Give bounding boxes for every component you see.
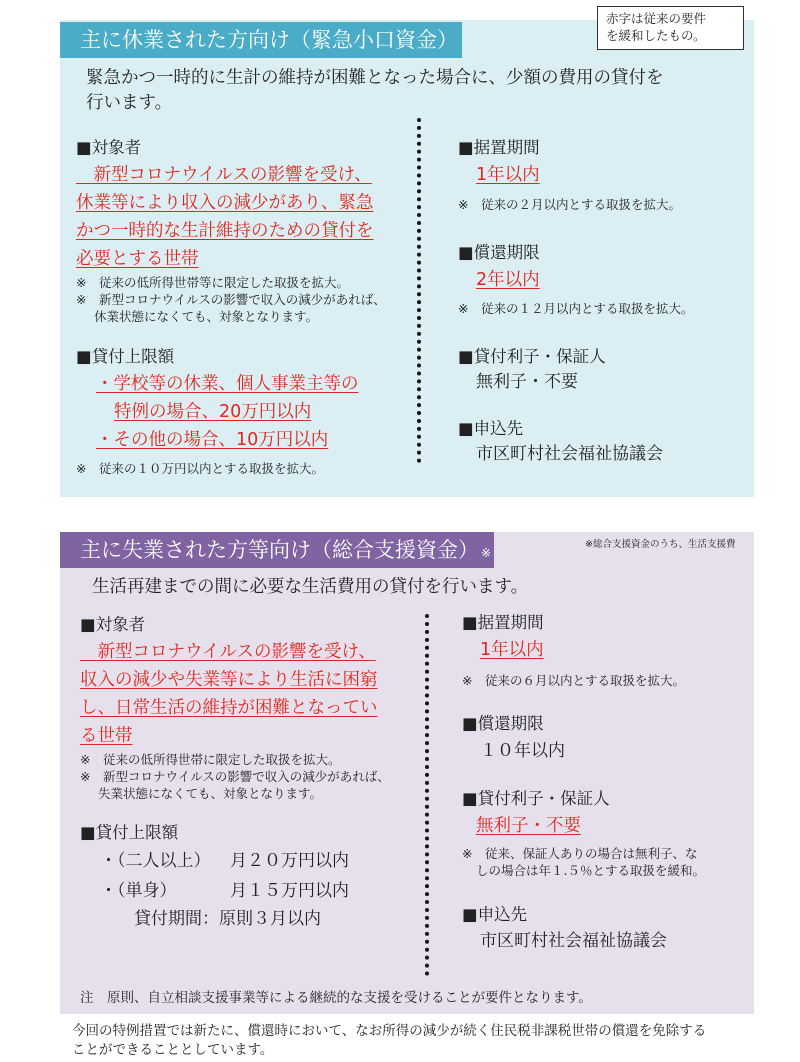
section2-divider <box>425 614 429 976</box>
section1-limit-heading: ■貸付上限額 <box>76 347 175 366</box>
section1-apply-value: 市区町村社会福祉協議会 <box>476 444 663 464</box>
section1-target-notes <box>76 274 386 325</box>
section2-limit-row1-label: ・（二人以上） <box>100 851 211 871</box>
section2-repayment-heading: ■償還期限 <box>462 714 544 733</box>
section1-target-heading: ■対象者 <box>76 138 142 157</box>
section1-deferral-heading: ■据置期間 <box>458 138 540 157</box>
section2-target-line: し、日常生活の維持が困難となってい <box>80 698 378 718</box>
section1-lead-line1: 緊急かつ一時的に生計の維持が困難となった場合に、少額の費用の貸付を <box>86 68 664 88</box>
section2-limit-heading: ■貸付上限額 <box>80 823 179 842</box>
section1-limit-line: ・その他の場合、10万円以内 <box>96 430 329 450</box>
section2-repayment-value: １０年以内 <box>480 741 565 761</box>
section2-interest-note <box>462 845 705 879</box>
section1-target-note: ※ 従来の低所得世帯等に限定した取扱を拡大。 <box>76 275 349 290</box>
legend-note-line2: を緩和したもの。 <box>606 28 706 43</box>
section2-limit-row2-value: 月１５万円以内 <box>230 881 349 901</box>
section1-apply-heading: ■申込先 <box>458 419 524 438</box>
page-footer <box>72 1022 772 1060</box>
section2-apply-heading: ■申込先 <box>462 905 528 924</box>
section1-limit-note: ※ 従来の１０万円以内とする取扱を拡大。 <box>76 461 324 476</box>
section1-limit-text <box>96 370 359 454</box>
section2-deferral-heading: ■据置期間 <box>462 613 544 632</box>
section2-target-line: る世帯 <box>80 726 133 746</box>
section2-limit-period: 貸付期間：原則３月以内 <box>134 909 321 929</box>
section2-target-line: 新型コロナウイルスの影響を受け、 <box>80 642 376 662</box>
section1-target-line: かつ一時的な生計維持のための貸付を <box>76 221 374 241</box>
section2-interest-note-line: ※ 従来、保証人ありの場合は無利子、な <box>462 846 698 861</box>
section1-interest-heading: ■貸付利子・保証人 <box>458 347 606 366</box>
section1-repayment-value: 2年以内 <box>476 270 540 290</box>
section2-apply-value: 市区町村社会福祉協議会 <box>480 931 667 951</box>
section2-side-note: ※総合支援資金のうち、生活支援費 <box>585 539 736 550</box>
section1-target-line: 新型コロナウイルスの影響を受け、 <box>76 165 372 185</box>
footer-line1: 今回の特例措置では新たに、償還時において、なお所得の減少が続く住民税非課税世帯の償還を免除する <box>72 1023 707 1039</box>
section1-lead <box>86 66 664 116</box>
section2-target-heading: ■対象者 <box>80 615 146 634</box>
section2-footnote: 注 原則、自立相談支援事業等による継続的な支援を受けることが要件となります。 <box>80 990 592 1006</box>
section2-target-line: 収入の減少や失業等により生活に困窮 <box>80 670 378 690</box>
section2-interest-heading: ■貸付利子・保証人 <box>462 789 610 808</box>
section1-interest-value: 無利子・不要 <box>476 372 578 392</box>
section2-deferral-value: 1年以内 <box>480 640 544 660</box>
footer-line2: ことができることとしています。 <box>72 1042 274 1058</box>
section2-header <box>60 532 494 568</box>
section1-target-note: ※ 新型コロナウイルスの影響で収入の減少があれば、 <box>76 292 386 307</box>
section2-limit-row2-label: ・（単身） <box>100 881 177 901</box>
section1-divider <box>417 118 421 463</box>
section2-target-note: ※ 従来の低所得世帯に限定した取扱を拡大。 <box>80 752 341 767</box>
section1-repayment-note: ※ 従来の１２月以内とする取扱を拡大。 <box>458 301 694 316</box>
section2-target-note: 失業状態になくても、対象となります。 <box>98 786 323 801</box>
section2-deferral-note: ※ 従来の６月以内とする取扱を拡大。 <box>462 673 685 688</box>
section1-lead-line2: 行います。 <box>86 93 173 113</box>
section2-target-notes <box>80 751 390 802</box>
section2-header-mark: ※ <box>481 546 492 560</box>
section1-target-note: 休業状態になくても、対象となります。 <box>94 309 319 324</box>
legend-note-line1: 赤字は従来の要件 <box>606 11 707 26</box>
section1-target-text <box>76 161 416 273</box>
section2-interest-note-line: しの場合は年１.５％とする取扱を緩和。 <box>476 863 705 878</box>
section1-limit-line: ・学校等の休業、個人事業主等の <box>96 374 359 394</box>
section1-repayment-heading: ■償還期限 <box>458 243 540 262</box>
section1-deferral-note: ※ 従来の２月以内とする取扱を拡大。 <box>458 197 681 212</box>
section1-header: 主に休業された方向け（緊急小口資金） <box>60 22 462 58</box>
section1-target-line: 必要とする世帯 <box>76 249 199 269</box>
section2-target-note: ※ 新型コロナウイルスの影響で収入の減少があれば、 <box>80 769 390 784</box>
legend-note-box <box>597 6 744 50</box>
section2-lead: 生活再建までの間に必要な生活費用の貸付を行います。 <box>92 577 529 597</box>
section1-limit-line: 特例の場合、20万円以内 <box>114 402 312 422</box>
section2-target-text <box>80 638 420 750</box>
section2-interest-value: 無利子・不要 <box>476 816 581 836</box>
section2-header-title: 主に失業された方等向け（総合支援資金） <box>80 538 479 562</box>
section1-target-line: 休業等により収入の減少があり、緊急 <box>76 193 374 213</box>
section1-deferral-value: 1年以内 <box>476 165 540 185</box>
section2-limit-row1-value: 月２０万円以内 <box>230 851 349 871</box>
